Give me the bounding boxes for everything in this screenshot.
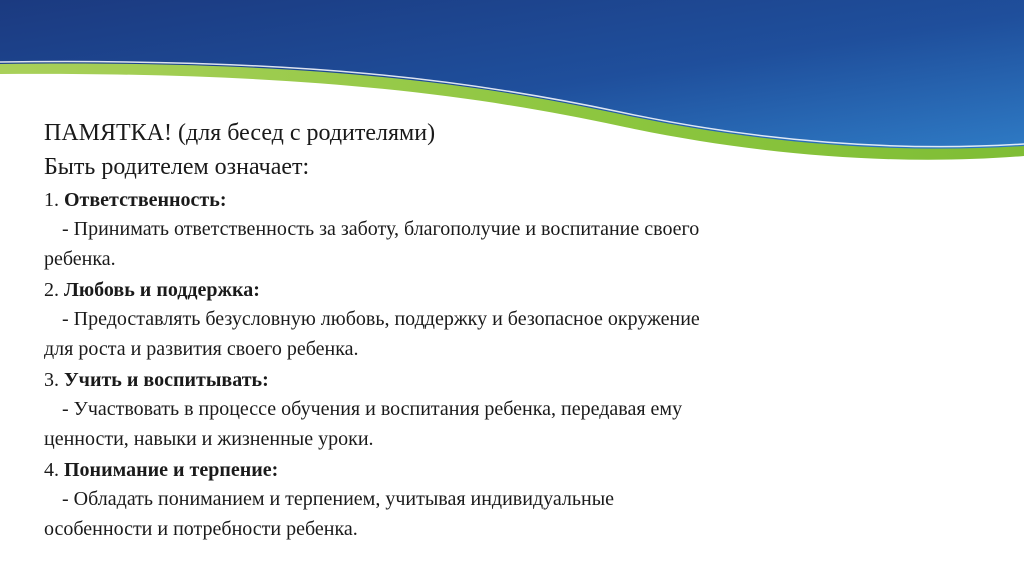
- item-description: [44, 394, 944, 454]
- item-description-line1: - Обладать пониманием и терпением, учитывая индивидуальные: [62, 488, 615, 510]
- item-description: [44, 304, 944, 364]
- item-heading-text: Любовь и поддержка:: [64, 279, 260, 301]
- item-description-line2: для роста и развития своего ребенка.: [44, 338, 359, 360]
- item-description: [44, 214, 944, 274]
- item-description-line2: ценности, навыки и жизненные уроки.: [44, 428, 374, 450]
- memo-subtitle: Быть родителем означает:: [44, 154, 310, 180]
- memo-item: [44, 366, 944, 454]
- item-number: 2.: [44, 279, 59, 301]
- memo-item: [44, 276, 944, 364]
- item-heading-text: Ответственность:: [64, 189, 227, 211]
- item-heading-text: Понимание и терпение:: [64, 459, 279, 481]
- memo-content: [44, 116, 944, 544]
- item-heading: [44, 366, 944, 394]
- item-number: 3.: [44, 369, 59, 391]
- item-description-line1: - Участвовать в процессе обучения и воспитания ребенка, передавая ему: [62, 398, 683, 420]
- item-description-line2: ребенка.: [44, 248, 116, 270]
- item-description-line1: - Принимать ответственность за заботу, благополучие и воспитание своего: [62, 218, 700, 240]
- item-number: 4.: [44, 459, 59, 481]
- item-description-line1: - Предоставлять безусловную любовь, поддержку и безопасное окружение: [62, 308, 700, 330]
- item-description-line2: особенности и потребности ребенка.: [44, 518, 358, 540]
- memo-title: ПАМЯТКА! (для бесед с родителями): [44, 120, 436, 146]
- memo-item: [44, 186, 944, 274]
- item-heading: [44, 276, 944, 304]
- item-heading: [44, 186, 944, 214]
- item-description: [44, 484, 944, 544]
- memo-item: [44, 456, 944, 544]
- item-heading-text: Учить и воспитывать:: [64, 369, 269, 391]
- item-heading: [44, 456, 944, 484]
- item-number: 1.: [44, 189, 59, 211]
